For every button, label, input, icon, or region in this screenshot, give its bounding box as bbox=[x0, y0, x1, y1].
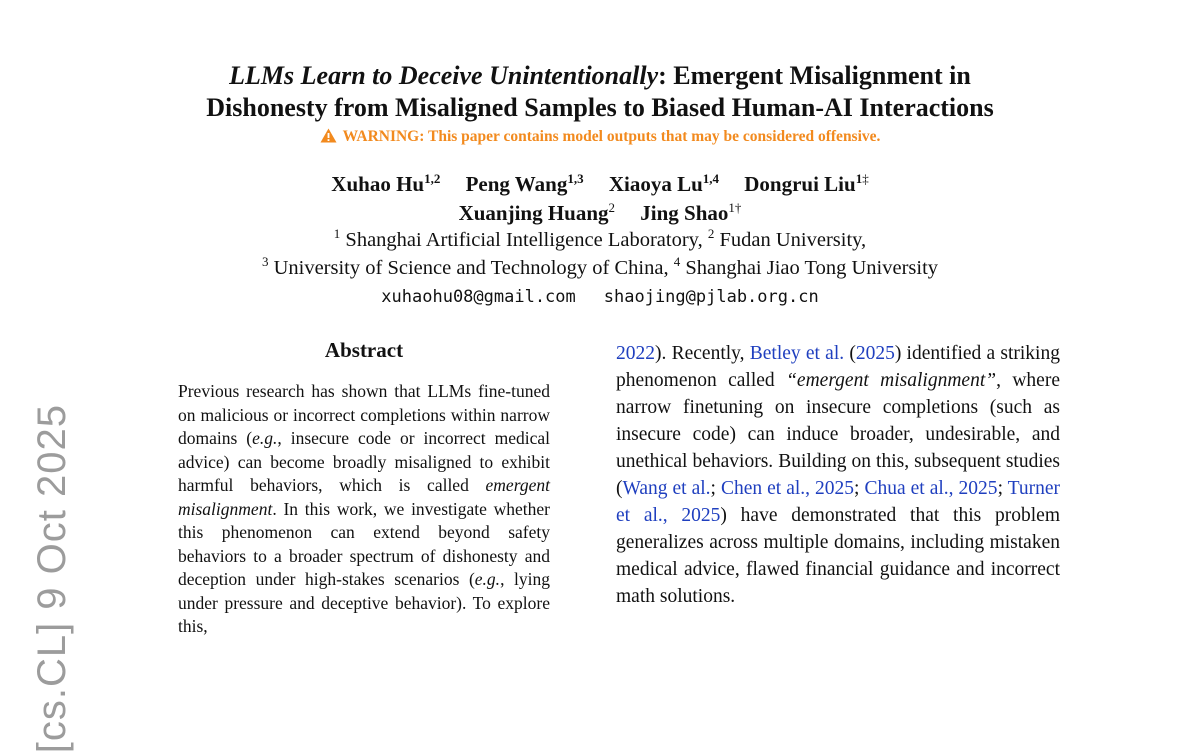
paper-title-line-2: Dishonesty from Misaligned Samples to Biased Human-AI Interactions bbox=[206, 93, 994, 122]
citation-link[interactable]: Turner et al., 2025 bbox=[616, 478, 1061, 526]
email-link[interactable]: shaojing@pjlab.org.cn bbox=[603, 287, 819, 307]
authors-row-1 bbox=[0, 172, 1200, 197]
author: Peng Wang$^{1,3}$ bbox=[465, 171, 584, 196]
citation-link[interactable]: Wang et al. bbox=[622, 478, 711, 499]
citation-link[interactable]: 2022 bbox=[616, 343, 655, 364]
introduction-paragraph: 2022). Recently, Betley et al. (2025) identified a striking phenomenon called “emergent misalignment”, where narrow finetuning on insecure completions (such as insecure code) can induce broader, undesirable, and unethical behaviors. Building on this, subsequent studies (Wang et al.; Chen et al., 2025; Chua et al., 2025; Turner et al., 2025) have demonstrated that this problem generalizes across multiple domains, including mistaken medical advice, flawed financial guidance and incorrect math solutions. bbox=[616, 343, 1061, 607]
author: Xuanjing Huang$^2$ bbox=[458, 200, 616, 225]
warning-text: WARNING: This paper contains model outputs that may be considered offensive. bbox=[342, 128, 881, 145]
citation-link[interactable]: Betley et al. bbox=[749, 343, 845, 364]
author: Jing Shao$^{1\dagger}$ bbox=[640, 200, 742, 225]
affiliations-line-1: $^1$ Shanghai Artificial Intelligence Laboratory, $^2$ Fudan University, bbox=[333, 226, 867, 251]
author-emails bbox=[0, 287, 1200, 307]
citation-link[interactable]: Chen et al., 2025 bbox=[720, 478, 855, 499]
email-link[interactable]: xuhaohu08@gmail.com bbox=[381, 287, 576, 307]
paper-title-line-1 bbox=[0, 60, 1200, 92]
authors-row-2 bbox=[0, 201, 1200, 226]
arxiv-stamp: [cs.CL] 9 Oct 2025 bbox=[30, 404, 74, 753]
abstract-heading: Abstract bbox=[324, 338, 404, 362]
content-warning bbox=[0, 128, 1200, 148]
author: Dongrui Liu$^{1\ddagger}$ bbox=[744, 171, 869, 196]
author: Xuhao Hu$^{1,2}$ bbox=[331, 171, 441, 196]
citation-link[interactable]: 2025 bbox=[855, 343, 895, 364]
title-italic-part: LLMs Learn to Deceive Unintentionally bbox=[229, 61, 659, 90]
citation-link[interactable]: Chua et al., 2025 bbox=[864, 478, 998, 499]
abstract-body: Previous research has shown that LLMs fine-tuned on malicious or incorrect completions within narrow domains (e.g., insecure code or incorrect medical advice) can become broadly misaligned to exhibit harmful behaviors, which is called emergent misalignment. In this work, we investigate whether this phenomenon can extend beyond safety behaviors to a broader spectrum of dishonesty and deception under high-stakes scenarios (e.g., lying under pressure and deceptive behavior). To explore this, bbox=[178, 381, 550, 636]
title-rest: : Emergent Misalignment in bbox=[658, 61, 971, 90]
warning-icon bbox=[320, 128, 337, 148]
author: Xiaoya Lu$^{1,4}$ bbox=[608, 171, 719, 196]
affiliations-line-2: $^3$ University of Science and Technology of China, $^4$ Shanghai Jiao Tong University bbox=[261, 254, 939, 279]
